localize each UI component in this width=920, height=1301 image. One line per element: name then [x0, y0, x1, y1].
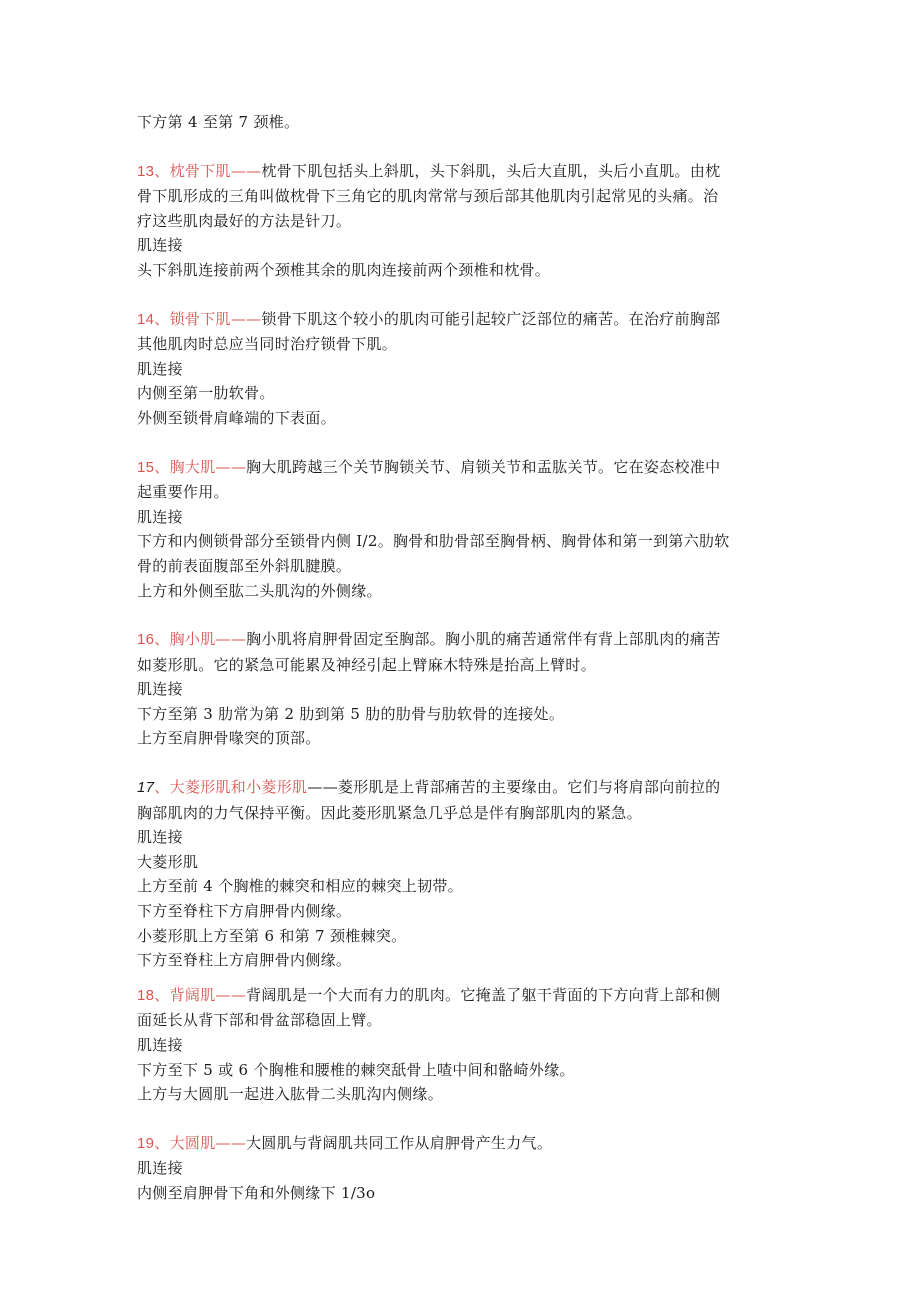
- muscle-name: 枕骨下肌: [169, 161, 231, 180]
- section-16: [137, 627, 787, 751]
- section-13: [137, 159, 787, 283]
- section-heading-line: [137, 1131, 787, 1157]
- description-line: 骨下肌形成的三角叫做枕骨下三角它的肌肉常常与颈后部其他肌肉引起常见的头痛。治: [137, 187, 719, 206]
- attachment-label: 肌连接: [137, 507, 183, 526]
- section-heading-line: [137, 983, 787, 1009]
- section-heading-line: [137, 307, 787, 333]
- attachment-line: 下方至下 5 或 6 个胸椎和腰椎的棘突舐骨上喳中间和骼崎外缘。: [137, 1060, 575, 1079]
- description-line: 疗这些肌肉最好的方法是针刀。: [137, 211, 352, 230]
- section-number: 13: [137, 162, 155, 180]
- description-line: 胸部肌肉的力气保持平衡。因此菱形肌紧急几乎总是伴有胸部肌肉的紧急。: [137, 803, 642, 822]
- description-line: 如菱形肌。它的紧急可能累及神经引起上臂麻木特殊是抬高上臂时。: [137, 655, 597, 674]
- section-number: 15: [137, 458, 155, 476]
- attachment-line: 下方和内侧锁骨部分至锁骨内侧 I/2。胸骨和肋骨部至胸骨柄、胸骨体和第一到第六肋软: [137, 532, 730, 551]
- section-14: [137, 307, 787, 431]
- sections-container: [137, 159, 787, 1206]
- attachment-line: 上方至肩胛骨喙突的顶部。: [137, 729, 321, 748]
- section-heading-line: [137, 455, 787, 481]
- description-line: 起重要作用。: [137, 483, 229, 502]
- section-dash: ——: [230, 309, 262, 328]
- section-number: 17: [137, 779, 155, 797]
- section-dash: ——: [215, 457, 247, 476]
- attachment-line: 大菱形肌: [137, 852, 199, 871]
- section-dash: ——: [215, 1133, 247, 1152]
- muscle-name: 大圆肌: [169, 1133, 216, 1152]
- section-number: 18: [137, 986, 155, 1004]
- attachment-line: 内侧至第一肋软骨。: [137, 384, 275, 403]
- description-text: 胸小肌将肩胛骨固定至胸部。胸小肌的痛苦通常伴有背上部肌肉的痛苦: [246, 630, 721, 649]
- attachment-line: 骨的前表面腹部至外斜肌腱膜。: [137, 556, 352, 575]
- section-separator: 、: [154, 457, 170, 476]
- section-separator: 、: [154, 778, 170, 797]
- attachment-line: 上方至前 4 个胸椎的棘突和相应的棘突上韧带。: [137, 877, 463, 896]
- section-15: [137, 455, 787, 604]
- section-dash: ——: [215, 630, 247, 649]
- intro-line: 下方第 4 至第 7 颈椎。: [137, 113, 300, 131]
- attachment-line: 下方至第 3 肋常为第 2 肋到第 5 肋的肋骨与肋软骨的连接处。: [137, 704, 565, 723]
- attachment-label: 肌连接: [137, 359, 183, 378]
- attachment-line: 小菱形肌上方至第 6 和第 7 颈椎棘突。: [137, 926, 407, 945]
- section-separator: 、: [154, 985, 170, 1004]
- description-text: 大圆肌与背阔肌共同工作从肩胛骨产生力气。: [246, 1133, 553, 1152]
- description-line: 其他肌肉时总应当同时治疗锁骨下肌。: [137, 335, 398, 354]
- attachment-line: 头下斜肌连接前两个颈椎其余的肌肉连接前两个颈椎和枕骨。: [137, 260, 551, 279]
- attachment-label: 肌连接: [137, 236, 183, 255]
- section-17: [137, 775, 787, 973]
- description-text: 背阔肌是一个大而有力的肌肉。它掩盖了躯干背面的下方向背上部和侧: [246, 985, 721, 1004]
- section-dash: ——: [230, 161, 262, 180]
- section-number: 19: [137, 1134, 155, 1152]
- description-line: 面延长从背下部和骨盆部稳固上臂。: [137, 1011, 382, 1030]
- muscle-name: 锁骨下肌: [169, 309, 231, 328]
- section-heading-line: [137, 159, 787, 185]
- description-text: 胸大肌跨越三个关节胸锁关节、肩锁关节和盂肱关节。它在姿态校准中: [246, 457, 721, 476]
- section-dash: ——: [307, 778, 338, 797]
- section-dash: ——: [215, 985, 247, 1004]
- section-heading-line: [137, 627, 787, 653]
- attachment-line: 内侧至肩胛骨下角和外侧缘下 1/3o: [137, 1183, 376, 1202]
- attachment-label: 肌连接: [137, 680, 183, 699]
- section-separator: 、: [154, 161, 170, 180]
- section-19: [137, 1131, 787, 1206]
- muscle-name: 大菱形肌和小菱形肌: [169, 778, 308, 797]
- description-text: 菱形肌是上背部痛苦的主要缘由。它们与将肩部向前拉的: [337, 778, 721, 797]
- section-number: 14: [137, 310, 155, 328]
- section-number: 16: [137, 631, 155, 649]
- attachment-label: 肌连接: [137, 1036, 183, 1054]
- description-text: 锁骨下肌这个较小的肌肉可能引起较广泛部位的痛苦。在治疗前胸部: [261, 309, 721, 328]
- muscle-name: 胸小肌: [169, 630, 216, 649]
- section-separator: 、: [154, 1133, 170, 1152]
- section-separator: 、: [154, 630, 170, 649]
- attachment-line: 外侧至锁骨肩峰端的下表面。: [137, 408, 336, 427]
- document-page: [137, 110, 787, 1206]
- attachment-line: 下方至脊柱上方肩胛骨内侧缘。: [137, 951, 352, 970]
- muscle-name: 胸大肌: [169, 457, 216, 476]
- attachment-line: 上方和外侧至肱二头肌沟的外侧缘。: [137, 581, 382, 600]
- muscle-name: 背阔肌: [169, 985, 216, 1004]
- attachment-label: 肌连接: [137, 828, 183, 847]
- section-18: [137, 983, 787, 1107]
- section-separator: 、: [154, 309, 170, 328]
- description-text: 枕骨下肌包括头上斜肌，头下斜肌，头后大直肌，头后小直肌。由枕: [261, 161, 721, 180]
- attachment-line: 下方至脊柱下方肩胛骨内侧缘。: [137, 902, 352, 921]
- section-heading-line: [137, 775, 787, 801]
- attachment-line: 上方与大圆肌一起进入肱骨二头肌沟内侧缘。: [137, 1085, 444, 1104]
- attachment-label: 肌连接: [137, 1159, 183, 1178]
